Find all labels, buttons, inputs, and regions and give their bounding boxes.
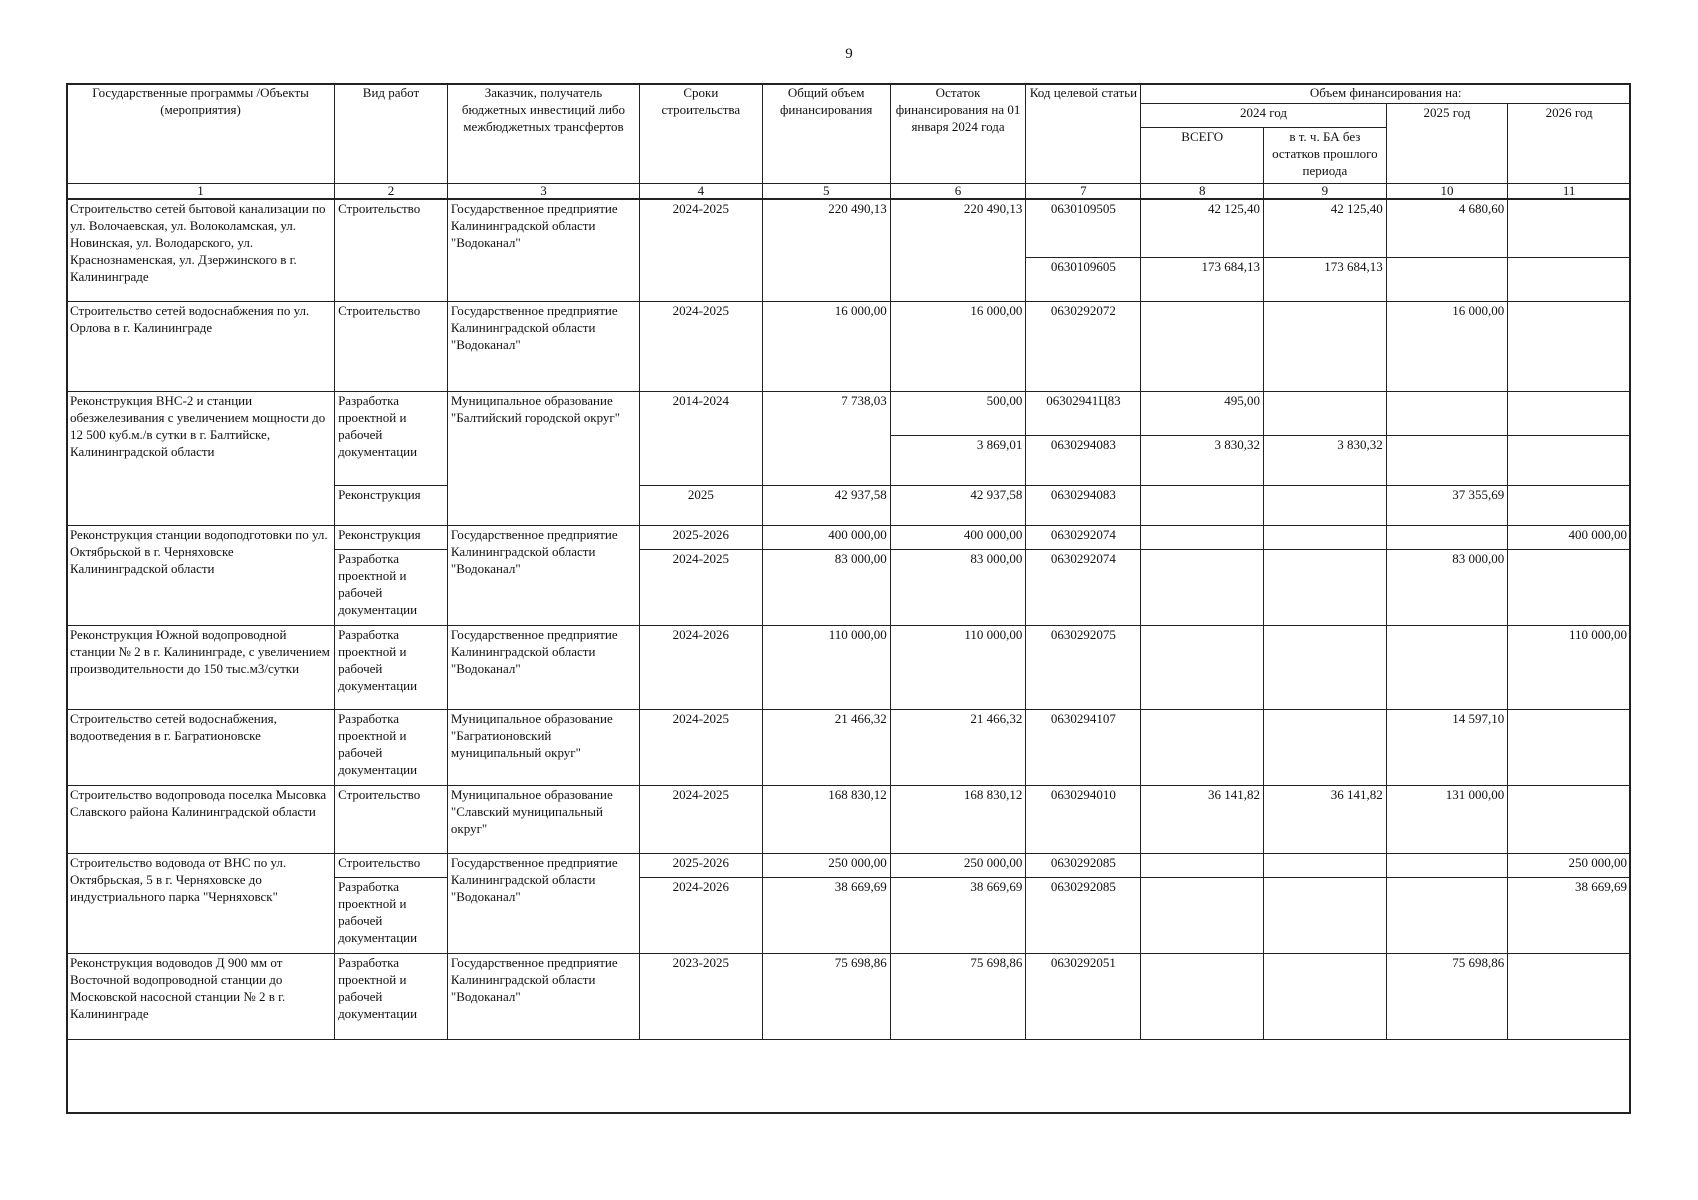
customer: Государственное предприятие Калининградской области "Водоканал" [447, 853, 639, 953]
total-2024: 495,00 [1141, 391, 1264, 435]
remaining-financing: 168 830,12 [890, 785, 1026, 853]
remaining-financing: 83 000,00 [890, 549, 1026, 625]
construction-term: 2024-2025 [640, 301, 763, 391]
object-name: Строительство водопровода поселка Мысовка Славского района Калининградской области [67, 785, 335, 853]
column-number: 7 [1026, 183, 1141, 199]
total-financing: 250 000,00 [762, 853, 890, 877]
table-row [67, 785, 1631, 853]
column-number: 5 [762, 183, 890, 199]
total-2024: 173 684,13 [1141, 257, 1264, 301]
table-row [67, 199, 1631, 257]
header-objects: Государственные программы /Объекты (мероприятия) [67, 84, 335, 184]
column-number: 8 [1141, 183, 1264, 199]
total-financing: 83 000,00 [762, 549, 890, 625]
work-type: Строительство [335, 785, 448, 853]
total-financing: 21 466,32 [762, 709, 890, 785]
header-year-2026: 2026 год [1508, 103, 1631, 183]
total-2024: 3 830,32 [1141, 435, 1264, 485]
construction-term: 2024-2025 [640, 549, 763, 625]
amount-2026 [1508, 549, 1631, 625]
object-name: Строительство сетей водоснабжения по ул. Орлова в г. Калининграде [67, 301, 335, 391]
object-name: Реконструкция станции водоподготовки по ул. Октябрьской в г. Черняховске Калининградской области [67, 525, 335, 625]
header-ba-2024: в т. ч. БА без остатков прошлого периода [1264, 127, 1387, 183]
amount-2026 [1508, 391, 1631, 435]
column-number: 6 [890, 183, 1026, 199]
header-financing-volume: Объем финансирования на: [1141, 84, 1631, 104]
column-number: 1 [67, 183, 335, 199]
header-total-financing: Общий объем финансирования [762, 84, 890, 184]
total-2024 [1141, 853, 1264, 877]
work-type: Разработка проектной и рабочей документации [335, 953, 448, 1039]
table-row [67, 301, 1631, 391]
total-financing: 110 000,00 [762, 625, 890, 709]
construction-term: 2024-2025 [640, 709, 763, 785]
remaining-financing: 400 000,00 [890, 525, 1026, 549]
amount-2026: 110 000,00 [1508, 625, 1631, 709]
target-code: 0630109605 [1026, 257, 1141, 301]
ba-2024 [1264, 709, 1387, 785]
amount-2026 [1508, 301, 1631, 391]
ba-2024 [1264, 549, 1387, 625]
column-number: 9 [1264, 183, 1387, 199]
remaining-financing: 110 000,00 [890, 625, 1026, 709]
construction-term: 2024-2026 [640, 877, 763, 953]
remaining-financing: 75 698,86 [890, 953, 1026, 1039]
ba-2024 [1264, 853, 1387, 877]
amount-2025 [1386, 625, 1508, 709]
target-code: 0630294083 [1026, 485, 1141, 525]
total-2024 [1141, 485, 1264, 525]
ba-2024 [1264, 625, 1387, 709]
total-2024: 36 141,82 [1141, 785, 1264, 853]
total-financing: 16 000,00 [762, 301, 890, 391]
total-2024 [1141, 301, 1264, 391]
amount-2025: 131 000,00 [1386, 785, 1508, 853]
amount-2026 [1508, 435, 1631, 485]
work-type: Разработка проектной и рабочей документации [335, 709, 448, 785]
column-number: 4 [640, 183, 763, 199]
customer: Государственное предприятие Калининградской области "Водоканал" [447, 625, 639, 709]
work-type: Строительство [335, 301, 448, 391]
column-number: 3 [447, 183, 639, 199]
amount-2025 [1386, 257, 1508, 301]
amount-2026: 400 000,00 [1508, 525, 1631, 549]
ba-2024: 36 141,82 [1264, 785, 1387, 853]
amount-2026 [1508, 709, 1631, 785]
header-year-2025: 2025 год [1386, 103, 1508, 183]
target-code: 0630292074 [1026, 549, 1141, 625]
table-row [67, 625, 1631, 709]
total-2024 [1141, 709, 1264, 785]
remaining-financing: 500,00 [890, 391, 1026, 435]
header-customer: Заказчик, получатель бюджетных инвестиций либо межбюджетных трансфертов [447, 84, 639, 184]
object-name: Реконструкция Южной водопроводной станции № 2 в г. Калининграде, с увеличением производительности до 150 тыс.м3/сутки [67, 625, 335, 709]
total-2024 [1141, 877, 1264, 953]
ba-2024: 173 684,13 [1264, 257, 1387, 301]
construction-term: 2025 [640, 485, 763, 525]
target-code: 0630294083 [1026, 435, 1141, 485]
remaining-financing: 42 937,58 [890, 485, 1026, 525]
target-code: 0630292051 [1026, 953, 1141, 1039]
construction-term: 2014-2024 [640, 391, 763, 485]
construction-term: 2024-2026 [640, 625, 763, 709]
remaining-financing: 220 490,13 [890, 199, 1026, 301]
construction-term: 2024-2025 [640, 199, 763, 301]
ba-2024 [1264, 391, 1387, 435]
remaining-financing: 38 669,69 [890, 877, 1026, 953]
ba-2024 [1264, 485, 1387, 525]
customer: Государственное предприятие Калининградской области "Водоканал" [447, 199, 639, 301]
amount-2025: 4 680,60 [1386, 199, 1508, 257]
customer: Муниципальное образование "Багратионовский муниципальный округ" [447, 709, 639, 785]
target-code: 0630292074 [1026, 525, 1141, 549]
total-2024 [1141, 525, 1264, 549]
target-code: 06302941Ц83 [1026, 391, 1141, 435]
construction-term: 2025-2026 [640, 525, 763, 549]
amount-2026 [1508, 257, 1631, 301]
table-row [67, 853, 1631, 877]
table-row [67, 953, 1631, 1039]
ba-2024 [1264, 525, 1387, 549]
customer: Государственное предприятие Калининградской области "Водоканал" [447, 301, 639, 391]
header-construction-term: Сроки строительства [640, 84, 763, 184]
object-name: Реконструкция водоводов Д 900 мм от Восточной водопроводной станции до Московской насосной станции № 2 в г. Калининграде [67, 953, 335, 1039]
amount-2025: 37 355,69 [1386, 485, 1508, 525]
total-2024 [1141, 549, 1264, 625]
customer: Государственное предприятие Калининградской области "Водоканал" [447, 953, 639, 1039]
object-name: Строительство водовода от ВНС по ул. Октябрьская, 5 в г. Черняховске до индустриального парка "Черняховск" [67, 853, 335, 953]
total-financing: 42 937,58 [762, 485, 890, 525]
work-type: Строительство [335, 853, 448, 877]
object-name: Реконструкция ВНС-2 и станции обезжелезивания с увеличением мощности до 12 500 куб.м./в сутки в г. Балтийске, Калининградской области [67, 391, 335, 525]
target-code: 0630292085 [1026, 877, 1141, 953]
header-remaining-financing: Остаток финансирования на 01 января 2024 года [890, 84, 1026, 184]
work-type: Разработка проектной и рабочей документации [335, 625, 448, 709]
total-financing: 38 669,69 [762, 877, 890, 953]
remaining-financing: 250 000,00 [890, 853, 1026, 877]
amount-2025 [1386, 391, 1508, 435]
total-2024 [1141, 625, 1264, 709]
remaining-financing: 21 466,32 [890, 709, 1026, 785]
amount-2025: 14 597,10 [1386, 709, 1508, 785]
column-number: 11 [1508, 183, 1631, 199]
target-code: 0630292072 [1026, 301, 1141, 391]
total-financing: 400 000,00 [762, 525, 890, 549]
page-number: 9 [845, 46, 853, 62]
amount-2026 [1508, 199, 1631, 257]
ba-2024 [1264, 953, 1387, 1039]
amount-2025 [1386, 877, 1508, 953]
remaining-financing: 3 869,01 [890, 435, 1026, 485]
total-2024 [1141, 953, 1264, 1039]
target-code: 0630294010 [1026, 785, 1141, 853]
amount-2025 [1386, 525, 1508, 549]
object-name: Строительство сетей бытовой канализации по ул. Волочаевская, ул. Волоколамская, ул. Новинская, ул. Володарского, ул. Краснознаменская, ул. Дзержинского в г. Калининграде [67, 199, 335, 301]
amount-2026 [1508, 785, 1631, 853]
work-type: Разработка проектной и рабочей документации [335, 877, 448, 953]
header-year-2024: 2024 год [1141, 103, 1386, 127]
column-number: 10 [1386, 183, 1508, 199]
total-financing: 220 490,13 [762, 199, 890, 301]
work-type: Разработка проектной и рабочей документации [335, 549, 448, 625]
work-type: Строительство [335, 199, 448, 301]
header-work-type: Вид работ [335, 84, 448, 184]
construction-term: 2025-2026 [640, 853, 763, 877]
construction-term: 2024-2025 [640, 785, 763, 853]
header-total-2024: ВСЕГО [1141, 127, 1264, 183]
amount-2026 [1508, 953, 1631, 1039]
table-row [67, 709, 1631, 785]
work-type: Реконструкция [335, 525, 448, 549]
ba-2024: 42 125,40 [1264, 199, 1387, 257]
target-code: 0630292085 [1026, 853, 1141, 877]
ba-2024 [1264, 301, 1387, 391]
target-code: 0630294107 [1026, 709, 1141, 785]
amount-2025 [1386, 853, 1508, 877]
construction-term: 2023-2025 [640, 953, 763, 1039]
ba-2024: 3 830,32 [1264, 435, 1387, 485]
header-target-code: Код целевой статьи [1026, 84, 1141, 184]
target-code: 0630292075 [1026, 625, 1141, 709]
table-row [67, 391, 1631, 435]
target-code: 0630109505 [1026, 199, 1141, 257]
work-type: Реконструкция [335, 485, 448, 525]
financing-table [66, 83, 1631, 1114]
amount-2025: 75 698,86 [1386, 953, 1508, 1039]
work-type: Разработка проектной и рабочей документации [335, 391, 448, 485]
amount-2026: 250 000,00 [1508, 853, 1631, 877]
table-row [67, 525, 1631, 549]
total-financing: 7 738,03 [762, 391, 890, 485]
customer: Муниципальное образование "Балтийский городской округ" [447, 391, 639, 525]
object-name: Строительство сетей водоснабжения, водоотведения в г. Багратионовске [67, 709, 335, 785]
column-number: 2 [335, 183, 448, 199]
amount-2025: 16 000,00 [1386, 301, 1508, 391]
customer: Государственное предприятие Калининградской области "Водоканал" [447, 525, 639, 625]
total-financing: 168 830,12 [762, 785, 890, 853]
ba-2024 [1264, 877, 1387, 953]
total-2024: 42 125,40 [1141, 199, 1264, 257]
remaining-financing: 16 000,00 [890, 301, 1026, 391]
amount-2026 [1508, 485, 1631, 525]
amount-2026: 38 669,69 [1508, 877, 1631, 953]
amount-2025 [1386, 435, 1508, 485]
amount-2025: 83 000,00 [1386, 549, 1508, 625]
total-financing: 75 698,86 [762, 953, 890, 1039]
customer: Муниципальное образование "Славский муниципальный округ" [447, 785, 639, 853]
